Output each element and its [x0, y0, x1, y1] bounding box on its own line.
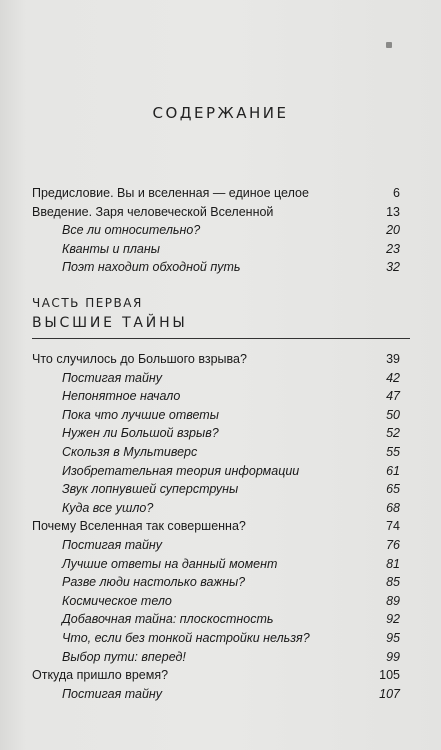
toc-page-number: 68 [386, 500, 400, 515]
toc-entry [32, 184, 400, 203]
toc-page-number: 20 [386, 223, 400, 237]
toc-entry-title: Звук лопнувшей суперструны [62, 482, 239, 497]
toc-page-number: 107 [379, 686, 400, 701]
toc-page-number: 55 [386, 444, 400, 459]
toc-entry-title: Нужен ли Большой взрыв? [62, 426, 219, 441]
toc-page-number: 65 [386, 482, 400, 497]
toc-entry [32, 350, 400, 369]
toc-page-number: 42 [386, 370, 400, 385]
toc-entry-title: Что, если без тонкой настройки нельзя? [62, 630, 310, 645]
toc-subentry [32, 555, 400, 574]
toc-subentry [32, 629, 400, 648]
toc-entry-title: Выбор пути: вперед! [62, 649, 186, 664]
toc-page-number: 52 [386, 426, 400, 441]
toc-subentry [32, 369, 400, 388]
toc-entry-title: Поэт находит обходной путь [62, 260, 241, 274]
part-divider [32, 338, 410, 339]
toc-page-number: 74 [386, 519, 400, 534]
toc-entry-title: Что случилось до Большого взрыва? [32, 352, 247, 366]
toc-subentry [32, 424, 400, 443]
toc-page-number: 32 [386, 260, 400, 274]
toc-entry [32, 517, 400, 536]
front-matter-list [32, 184, 400, 277]
toc-page-number: 95 [386, 630, 400, 645]
part-label: ЧАСТЬ ПЕРВАЯ [32, 296, 143, 310]
toc-subentry [32, 610, 400, 629]
toc-page-number: 105 [379, 668, 400, 683]
toc-subentry [32, 443, 400, 462]
toc-entry-title: Скользя в Мультиверс [62, 444, 198, 459]
toc-subentry [32, 387, 400, 406]
toc-entry-title: Космическое тело [62, 593, 172, 608]
toc-entry-title: Откуда пришло время? [32, 668, 169, 683]
toc-entry-title: Разве люди настолько важны? [62, 575, 246, 590]
toc-subentry [32, 536, 400, 555]
toc-page-number: 89 [386, 593, 400, 608]
toc-entry-title: Постигая тайну [62, 537, 163, 552]
toc-subentry [32, 499, 400, 518]
toc-page-number: 47 [386, 389, 400, 404]
toc-page-number: 61 [386, 463, 400, 478]
toc-page-number: 39 [386, 352, 400, 366]
toc-subentry [32, 462, 400, 481]
toc-entry-title: Добавочная тайна: плоскостность [62, 612, 274, 627]
toc-subentry [32, 258, 400, 277]
toc-entry-title: Кванты и планы [62, 241, 160, 256]
part-heading [32, 294, 402, 339]
toc-entry [32, 203, 400, 222]
page-title: СОДЕРЖАНИЕ [152, 104, 289, 122]
toc-subentry [32, 685, 400, 704]
toc-page-number: 50 [386, 407, 400, 422]
toc-page-number: 6 [393, 186, 400, 200]
toc-entry-title: Постигая тайну [62, 686, 163, 701]
part-title: ВЫСШИЕ ТАЙНЫ [32, 315, 188, 331]
toc-subentry [32, 648, 400, 667]
toc-entry-title: Лучшие ответы на данный момент [62, 556, 278, 571]
toc-page-number: 13 [386, 204, 400, 219]
toc-entry [32, 666, 400, 685]
toc-entry-title: Введение. Заря человеческой Вселенной [32, 204, 274, 219]
running-header-mark [386, 42, 392, 48]
toc-entry-title: Постигая тайну [62, 370, 163, 385]
toc-subentry [32, 221, 400, 240]
toc-subentry [32, 480, 400, 499]
toc-subentry [32, 592, 400, 611]
toc-entry-title: Предисловие. Вы и вселенная — единое целое [32, 186, 309, 200]
toc-entry-title: Куда все ушло? [62, 500, 154, 515]
toc-page-number: 99 [386, 649, 400, 664]
toc-page-number: 85 [386, 575, 400, 590]
toc-subentry [32, 406, 400, 425]
toc-entry-title: Пока что лучшие ответы [62, 407, 219, 422]
toc-subentry [32, 240, 400, 259]
toc-page-number: 81 [386, 556, 400, 571]
toc-page-number: 76 [386, 537, 400, 552]
toc-subentry [32, 573, 400, 592]
toc-page-number: 92 [386, 612, 400, 627]
part-one-list [32, 350, 400, 703]
toc-entry-title: Все ли относительно? [62, 223, 201, 237]
toc-page-number: 23 [386, 241, 400, 256]
toc-entry-title: Непонятное начало [62, 389, 181, 404]
toc-entry-title: Изобретательная теория информации [62, 463, 300, 478]
toc-entry-title: Почему Вселенная так совершенна? [32, 519, 246, 534]
